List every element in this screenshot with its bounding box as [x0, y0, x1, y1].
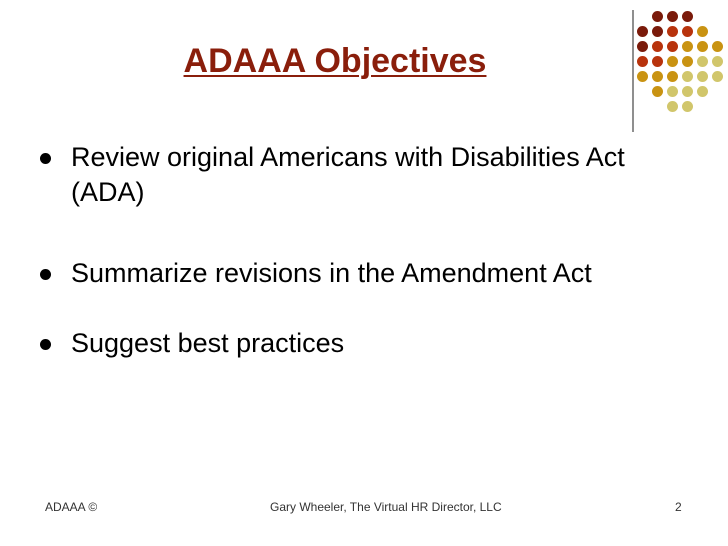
- decorative-dot: [652, 56, 663, 67]
- decorative-dot: [682, 56, 693, 67]
- decorative-dot: [667, 41, 678, 52]
- slide-number: 2: [675, 500, 682, 514]
- footer-center-text: Gary Wheeler, The Virtual HR Director, LLC: [270, 500, 502, 514]
- decorative-dot: [712, 41, 723, 52]
- bullet-text: Summarize revisions in the Amendment Act: [71, 258, 592, 288]
- decorative-dot: [652, 26, 663, 37]
- bullet-dot-icon: [40, 339, 51, 350]
- bullet-dot-icon: [40, 153, 51, 164]
- decorative-dot: [712, 71, 723, 82]
- decorative-dot: [667, 26, 678, 37]
- decorative-dot: [697, 56, 708, 67]
- decorative-dot: [667, 11, 678, 22]
- decorative-dot: [667, 86, 678, 97]
- bullet-dot-icon: [40, 269, 51, 280]
- decorative-dot: [682, 86, 693, 97]
- bullet-text: [71, 140, 691, 210]
- decorative-dot: [712, 56, 723, 67]
- bullet-line: Review original Americans with Disabilities Act: [71, 142, 625, 172]
- decorative-dot-grid: [0, 0, 728, 140]
- decorative-dot: [697, 26, 708, 37]
- slide-title: ADAAA Objectives: [183, 42, 487, 80]
- decorative-dot: [682, 26, 693, 37]
- decorative-dot: [682, 101, 693, 112]
- decorative-dot: [652, 11, 663, 22]
- decorative-dot: [682, 41, 693, 52]
- decorative-dot: [637, 71, 648, 82]
- decorative-dot: [667, 101, 678, 112]
- decorative-dot: [637, 41, 648, 52]
- decorative-dot: [652, 41, 663, 52]
- footer-left-text: ADAAA ©: [45, 500, 98, 514]
- decorative-dot: [682, 71, 693, 82]
- decorative-dot: [697, 86, 708, 97]
- decorative-dot: [682, 11, 693, 22]
- decorative-dot: [667, 71, 678, 82]
- decorative-dot: [697, 71, 708, 82]
- decorative-dot: [652, 71, 663, 82]
- decorative-dot: [652, 86, 663, 97]
- decorative-dot: [667, 56, 678, 67]
- decorative-dot: [637, 26, 648, 37]
- decorative-dot: [697, 41, 708, 52]
- decorative-dot: [637, 56, 648, 67]
- bullet-line: (ADA): [71, 177, 145, 207]
- bullet-text: Suggest best practices: [71, 328, 345, 358]
